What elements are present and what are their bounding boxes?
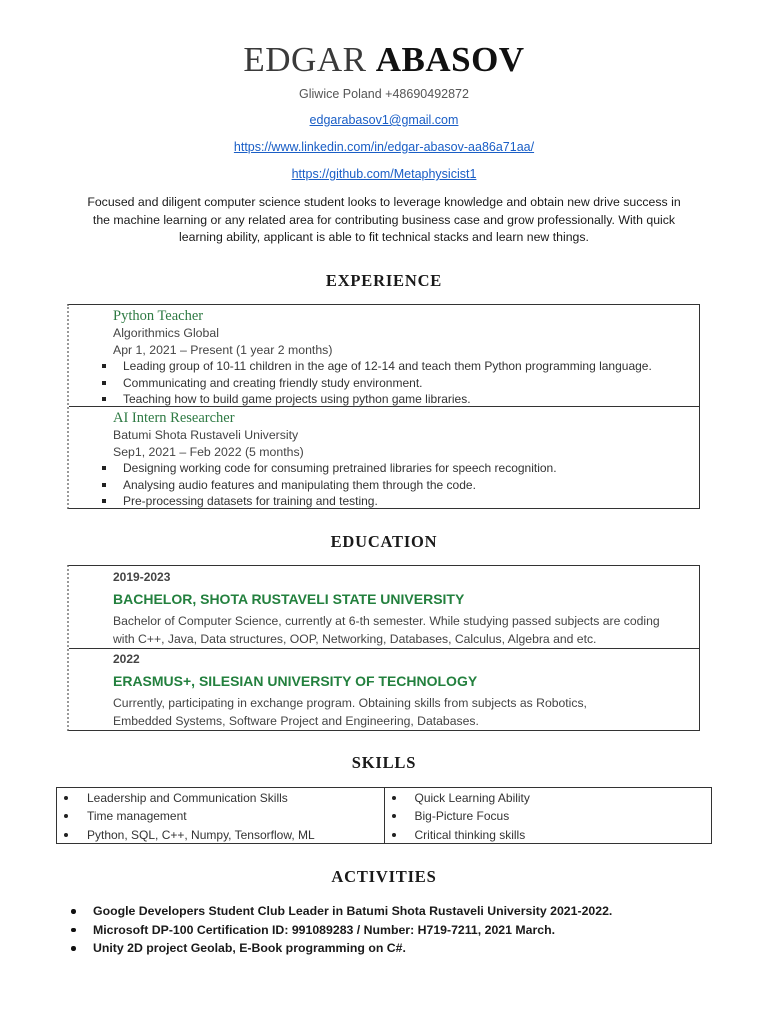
job-organization: Algorithmics Global [113, 326, 219, 340]
job-dates: Sep1, 2021 – Feb 2022 (5 months) [113, 444, 304, 459]
first-name: EDGAR [243, 40, 367, 79]
experience-heading: EXPERIENCE [325, 271, 443, 290]
candidate-name [0, 40, 768, 80]
job-title: Python Teacher [113, 308, 204, 324]
activities-heading: ACTIVITIES [331, 867, 437, 886]
skills-heading: SKILLS [351, 753, 417, 772]
activity-item: Unity 2D project Geolab, E-Book programming on C#. [70, 939, 710, 958]
activity-item: Google Developers Student Club Leader in Batumi Shota Rustaveli University 2021-2022. [70, 902, 710, 921]
skill-item: Time management [57, 807, 384, 825]
job-dates: Apr 1, 2021 – Present (1 year 2 months) [113, 342, 333, 357]
experience-entry [69, 406, 699, 508]
skills-column-left [57, 788, 384, 843]
experience-box [67, 304, 700, 509]
summary-paragraph: Focused and diligent computer science student looks to leverage knowledge and obtain new drive success in the machine learning or any related area for contributing business case and grow professionally. With quick learning ability, applicant is able to fit technical stacks and learn new things. [87, 195, 681, 244]
education-years: 2019-2023 [113, 570, 171, 584]
last-name: ABASOV [375, 40, 525, 79]
experience-entry [69, 305, 699, 406]
education-description-line: Embedded Systems, Software Project and Engineering, Databases. [113, 714, 479, 728]
skill-item: Critical thinking skills [385, 826, 712, 844]
activities-list [70, 902, 710, 958]
linkedin-link[interactable]: https://www.linkedin.com/in/edgar-abasov-aa86a71aa/ [233, 140, 535, 154]
job-bullet: Pre-processing datasets for training and testing. [113, 493, 699, 510]
location-phone: Gliwice Poland +48690492872 [299, 87, 469, 101]
email-link[interactable]: edgarabasov1@gmail.com [309, 113, 459, 127]
skill-item: Python, SQL, C++, Numpy, Tensorflow, ML [57, 826, 384, 844]
education-description-line: Currently, participating in exchange program. Obtaining skills from subjects as Robotics, [113, 696, 587, 710]
education-years: 2022 [113, 652, 140, 666]
education-description [113, 612, 699, 648]
job-bullet-list [113, 358, 699, 408]
job-bullet: Teaching how to build game projects using python game libraries. [113, 391, 699, 408]
skill-item: Leadership and Communication Skills [57, 789, 384, 807]
education-description [113, 694, 699, 730]
education-box [67, 565, 700, 731]
education-description-line: Bachelor of Computer Science, currently at 6-th semester. While studying passed subjects are coding [113, 614, 660, 628]
education-entry [69, 566, 699, 648]
skills-column-right [384, 788, 712, 843]
education-description-line: with C++, Java, Data structures, OOP, Networking, Databases, Calculus, Algebra and etc. [113, 632, 597, 646]
github-link[interactable]: https://github.com/Metaphysicist1 [291, 167, 477, 181]
job-title: AI Intern Researcher [113, 410, 235, 426]
education-heading: EDUCATION [330, 532, 438, 551]
skills-table [56, 787, 712, 844]
skill-item: Big-Picture Focus [385, 807, 712, 825]
skill-item: Quick Learning Ability [385, 789, 712, 807]
education-degree: BACHELOR, SHOTA RUSTAVELI STATE UNIVERSITY [113, 591, 465, 607]
education-degree: ERASMUS+, SILESIAN UNIVERSITY OF TECHNOLOGY [113, 673, 478, 689]
job-bullet-list [113, 460, 699, 510]
job-organization: Batumi Shota Rustaveli University [113, 428, 299, 442]
activity-item: Microsoft DP-100 Certification ID: 991089283 / Number: H719-7211, 2021 March. [70, 921, 710, 940]
education-entry [69, 648, 699, 730]
job-bullet: Analysing audio features and manipulating them through the code. [113, 477, 699, 494]
job-bullet: Communicating and creating friendly study environment. [113, 375, 699, 392]
job-bullet: Leading group of 10-11 children in the age of 12-14 and teach them Python programming language. [113, 358, 699, 375]
job-bullet: Designing working code for consuming pretrained libraries for speech recognition. [113, 460, 699, 477]
